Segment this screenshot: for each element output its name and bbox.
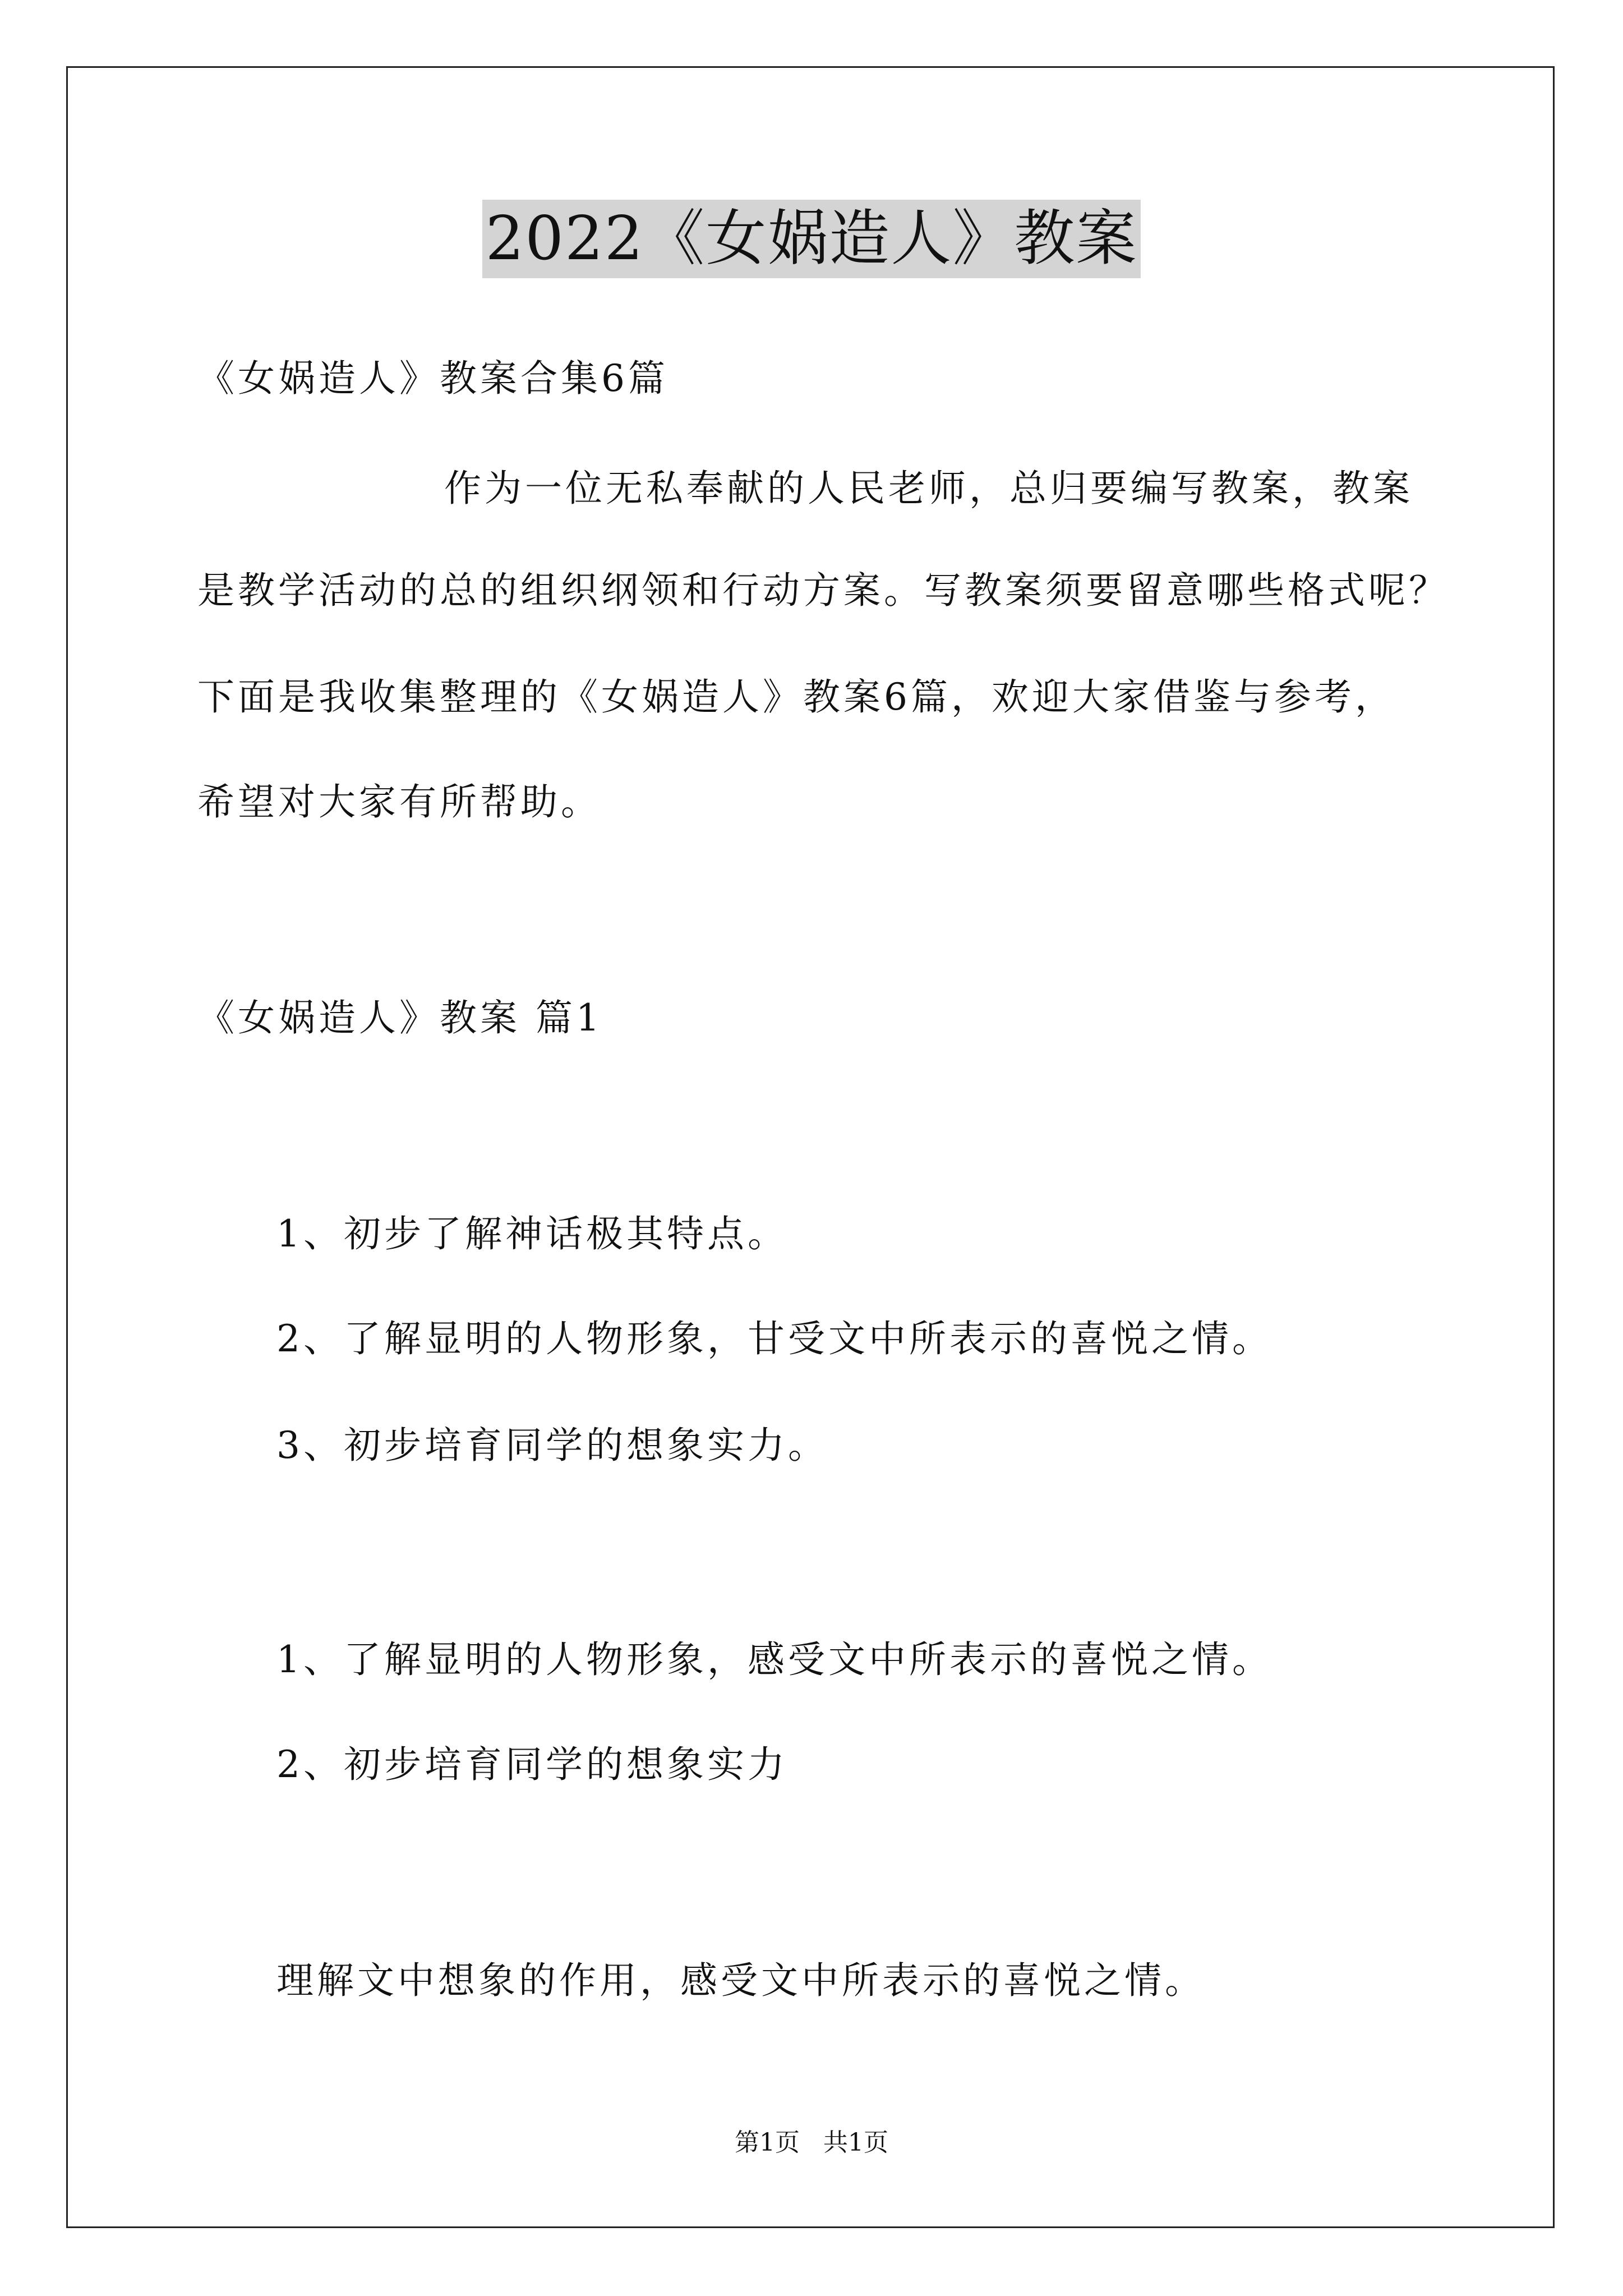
objective-item-1: 1、初步了解神话极其特点。 (276, 1212, 788, 1255)
document-subtitle: 《女娲造人》教案合集6篇 (197, 357, 668, 400)
section-heading: 《女娲造人》教案 篇1 (197, 996, 603, 1039)
intro-line-3: 下面是我收集整理的《女娲造人》教案6篇，欢迎大家借鉴与参考， (197, 675, 1395, 719)
intro-line-4: 希望对大家有所帮助。 (197, 780, 601, 823)
intro-line-2: 是教学活动的总的组织纲领和行动方案。写教案须要留意哪些格式呢？ (197, 569, 1449, 612)
page-footer: 第1页 共1页 (735, 2128, 888, 2157)
objective-item-2: 2、了解显明的人物形象，甘受文中所表示的喜悦之情。 (276, 1317, 1272, 1360)
key-point-item-1: 1、了解显明的人物形象，感受文中所表示的喜悦之情。 (276, 1638, 1272, 1681)
objective-item-3: 3、初步培育同学的想象实力。 (276, 1424, 828, 1467)
document-title: 2022《女娲造人》教案 (482, 200, 1141, 278)
difficulty-text: 理解文中想象的作用，感受文中所表示的喜悦之情。 (276, 1959, 1205, 2002)
intro-line-1: 作为一位无私奉献的人民老师，总归要编写教案，教案 (444, 467, 1413, 510)
key-point-item-2: 2、初步培育同学的想象实力 (276, 1743, 788, 1786)
title-container (0, 200, 1623, 278)
